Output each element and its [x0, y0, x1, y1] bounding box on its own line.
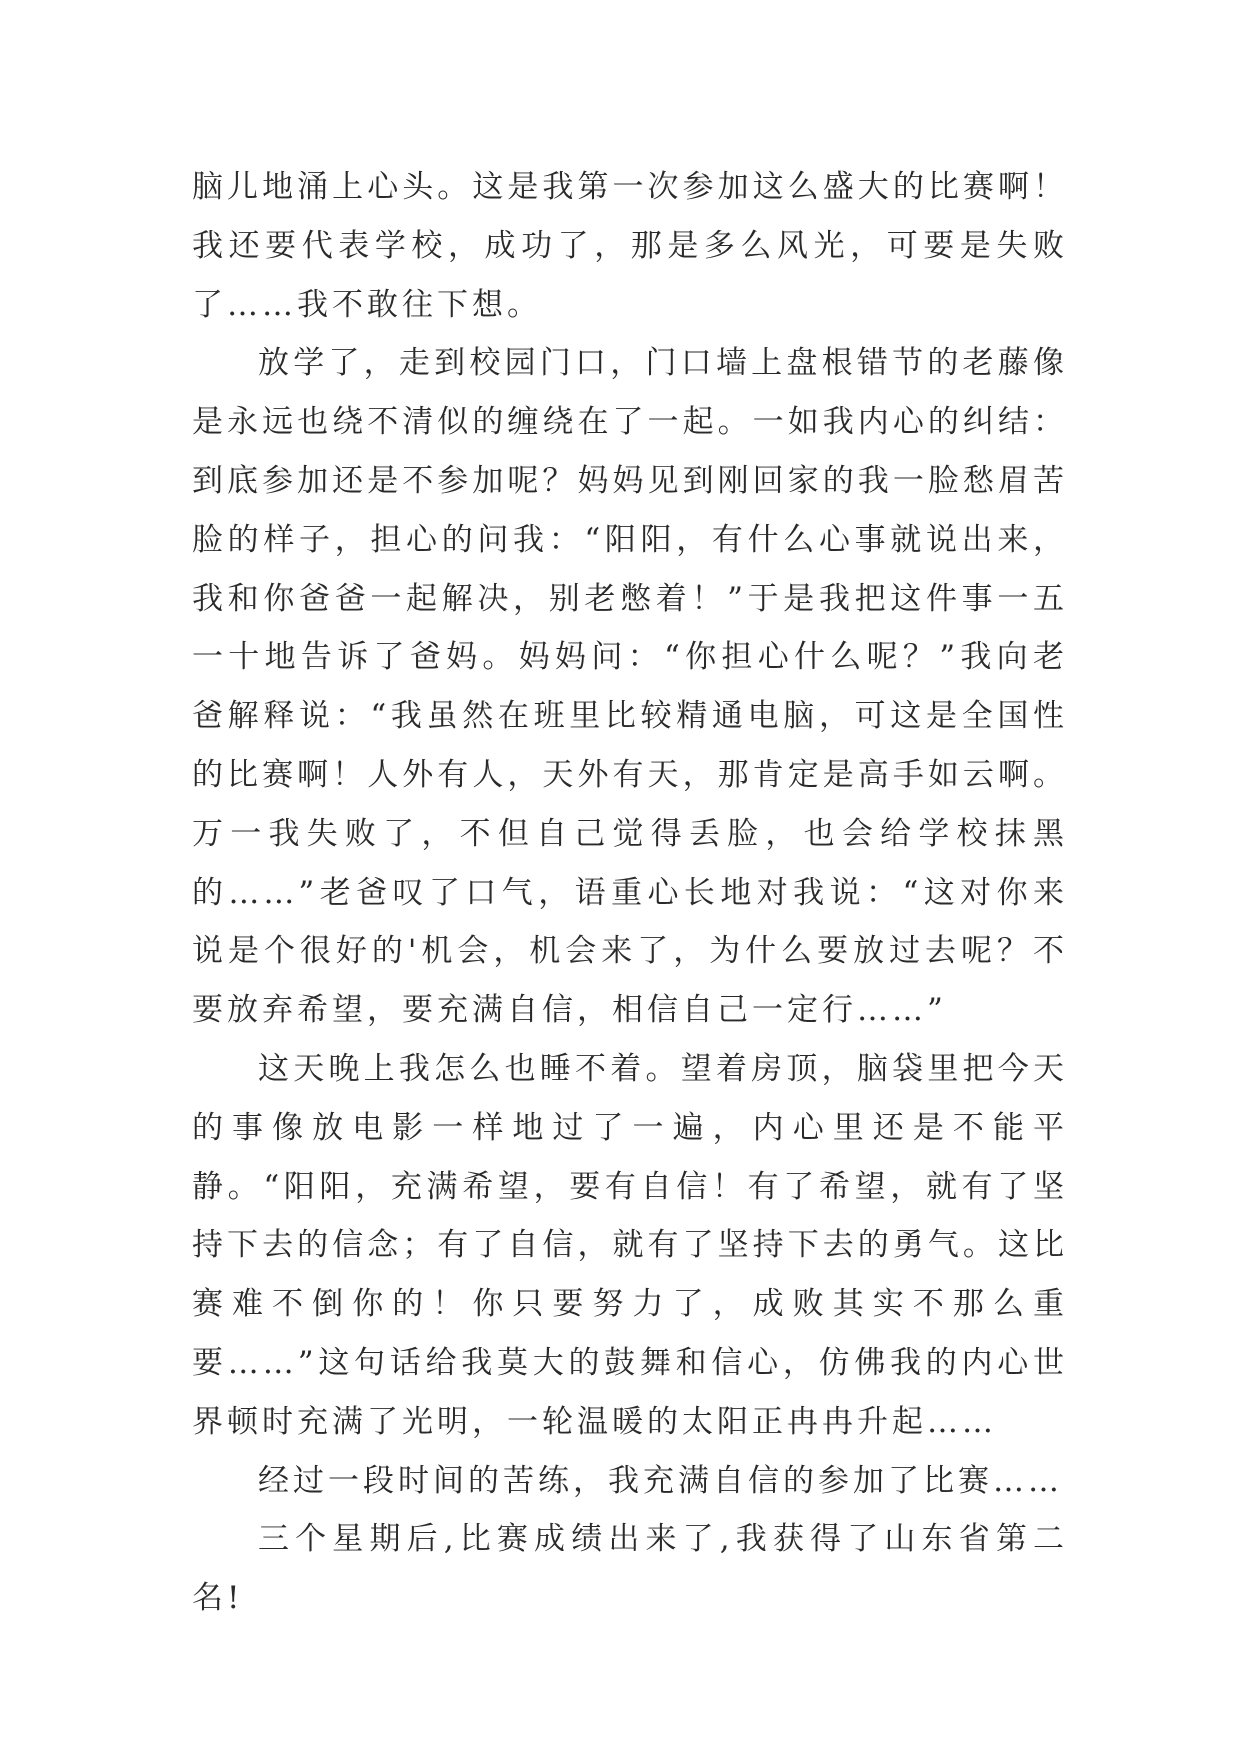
paragraph-night: 这天晚上我怎么也睡不着。望着房顶，脑袋里把今天的事像放电影一样地过了一遍，内心里还是不能平静。“阳阳，充满希望，要有自信！有了希望，就有了坚持下去的信念；有了自信，就有了坚持下去的勇气。这比赛难不倒你的！你只要努力了，成败其实不那么重要……”这句话给我莫大的鼓舞和信心，仿佛我的内心世界顿时充满了光明，一轮温暖的太阳正冉冉升起…… — [192, 1050, 1068, 1440]
paragraph-continued: 脑儿地涌上心头。这是我第一次参加这么盛大的比赛啊！我还要代表学校，成功了，那是多么风光，可要是失败了……我不敢往下想。 — [192, 169, 1068, 323]
paragraph-practice: 经过一段时间的苦练，我充满自信的参加了比赛…… — [258, 1462, 1063, 1499]
paragraph-after-school: 放学了，走到校园门口，门口墙上盘根错节的老藤像是永远也绕不清似的缠绕在了一起。一如我内心的纠结：到底参加还是不参加呢？妈妈见到刚回家的我一脸愁眉苦脸的样子，担心的问我：“阳阳，有什么心事就说出来，我和你爸爸一起解决，别老憋着！”于是我把这件事一五一十地告诉了爸妈。妈妈问：“你担心什么呢？”我向老爸解释说：“我虽然在班里比较精通电脑，可这是全国性的比赛啊！人外有人，天外有天，那肯定是高手如云啊。万一我失败了，不但自己觉得丢脸，也会给学校抹黑的……”老爸叹了口气，语重心长地对我说：“这对你来说是个很好的'机会，机会来了，为什么要放过去呢？不要放弃希望，要充满自信，相信自己一定行……” — [192, 345, 1068, 1029]
essay-body — [192, 158, 1068, 1628]
paragraph-result: 三个星期后,比赛成绩出来了,我获得了山东省第二名! — [192, 1521, 1068, 1617]
